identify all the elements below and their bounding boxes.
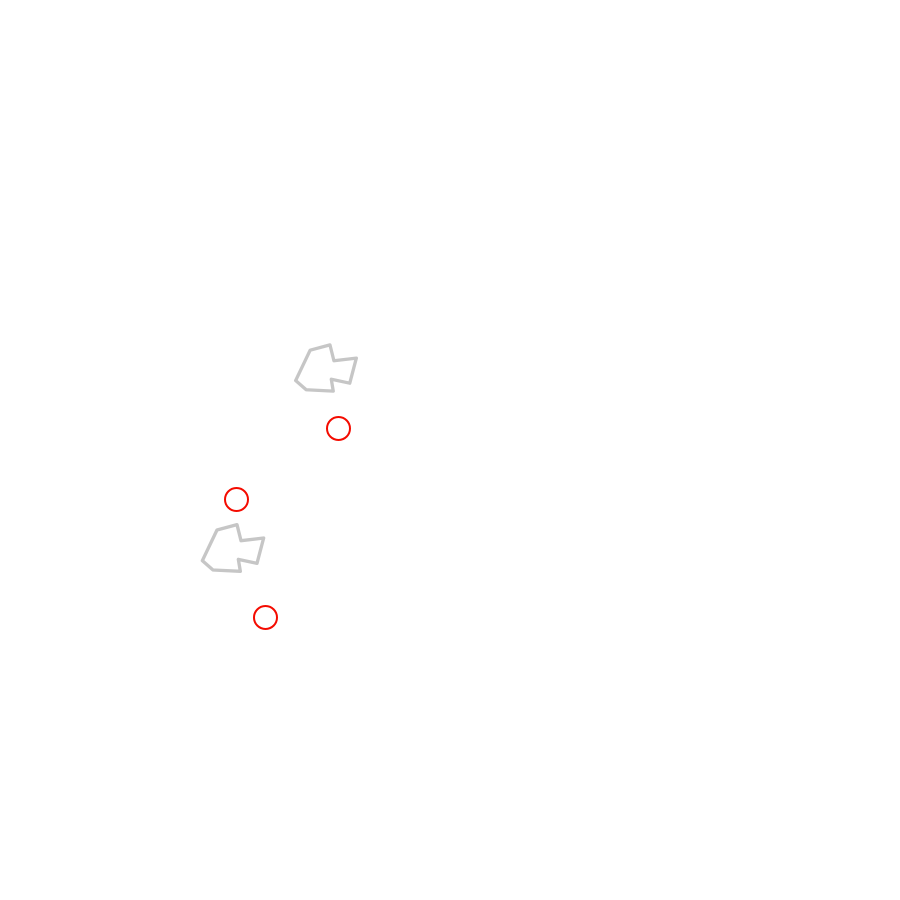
profile1-marker-b	[326, 416, 351, 441]
profile1-marker-a	[224, 487, 249, 512]
profile2-marker-r	[253, 605, 278, 630]
